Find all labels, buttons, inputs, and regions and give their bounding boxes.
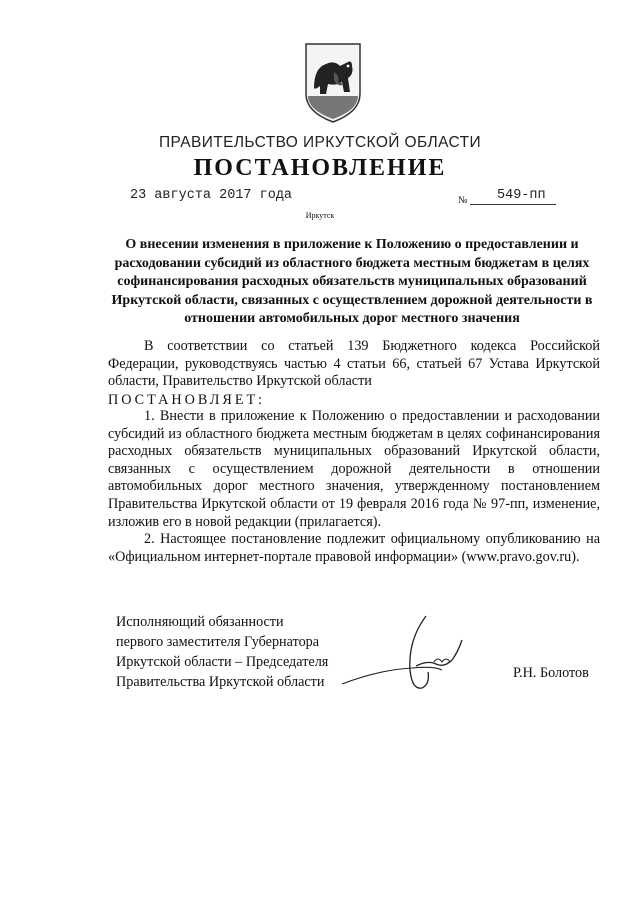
issue-city: Иркутск	[305, 211, 335, 220]
document-type-title: ПОСТАНОВЛЕНИЕ	[193, 155, 447, 181]
number-sign: №	[458, 195, 468, 206]
position-line: Исполняющий обязанности	[116, 614, 284, 630]
document-date: 23 августа 2017 года	[130, 188, 293, 203]
document-subject: О внесении изменения в приложение к Положению о предоставлении и расходовании субсидий из областного бюджета местным бюджетам в целях софинансирования расходных обязательств муниципальных образований Иркутской области, связанных с осуществлением дорожной деятельности в отношении автомобильных дорог местного значения	[111, 237, 593, 327]
handwritten-signature-icon	[338, 610, 488, 700]
signatory-position	[116, 612, 328, 692]
government-title: ПРАВИТЕЛЬСТВО ИРКУТСКОЙ ОБЛАСТИ	[158, 134, 482, 151]
position-line: Иркутской области – Председателя	[116, 654, 329, 670]
item-2-paragraph: 2. Настоящее постановление подлежит официальному опубликованию на «Официальном интернет-портале правовой информации» (www.pravo.gov.ru).	[108, 531, 600, 565]
position-line: первого заместителя Губернатора	[116, 634, 320, 650]
number-underline	[470, 204, 556, 205]
item-1-paragraph: 1. Внести в приложение к Положению о предоставлении и расходовании субсидий из областного бюджета местным бюджетам в целях софинансирования расходных обязательств муниципальных образований Иркутской области, связанных с осуществлением дорожной деятельности в отношении автомобильных дорог местного значения, утвержденному постановлением Правительства Иркутской области от 19 февраля 2016 года № 97-пп, изменение, изложив его в новой редакции (прилагается).	[108, 408, 600, 530]
resolves-heading: ПОСТАНОВЛЯЕТ:	[108, 392, 266, 408]
document-number: 549-пп	[497, 188, 546, 203]
signer-name: Р.Н. Болотов	[513, 665, 589, 681]
preamble-paragraph: В соответствии со статьей 139 Бюджетного кодекса Российской Федерации, руководствуясь частью 4 статьи 66, статьей 67 Устава Иркутской области, Правительство Иркутской области	[108, 338, 600, 390]
irkutsk-coat-of-arms-icon	[304, 42, 362, 124]
position-line: Правительства Иркутской области	[116, 674, 325, 690]
